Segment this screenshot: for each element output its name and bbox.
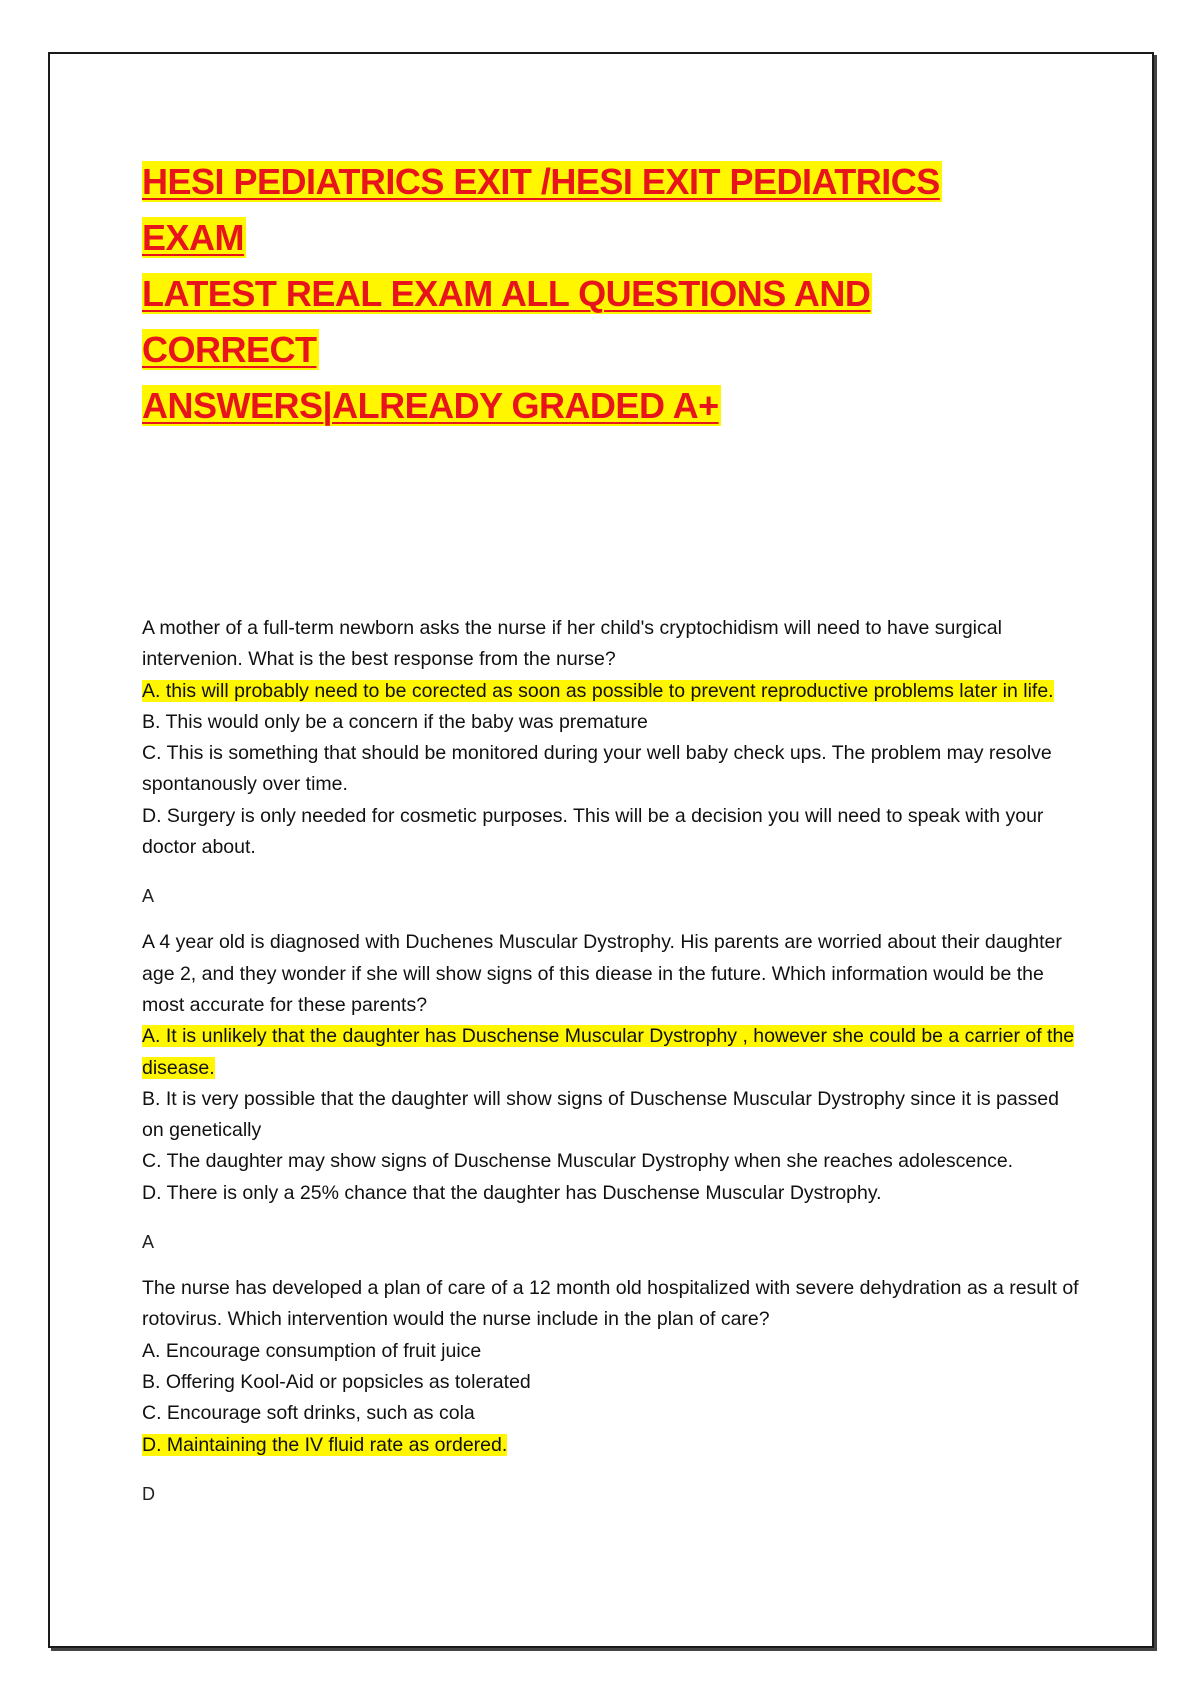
question-1-text: A mother of a full-term newborn asks the nurse if her child's cryptochidism will need to have surgical intervenion. What is the best response from the nurse? — [142, 617, 1002, 671]
document-title — [142, 154, 1042, 434]
question-1-option-a — [142, 676, 1082, 707]
title-line-3: ANSWERS|ALREADY GRADED A+ — [142, 385, 719, 426]
question-2-option-b: B. It is very possible that the daughter will show signs of Duschense Muscular Dystrophy since it is passed on genetically — [142, 1087, 1059, 1142]
question-2-answer: A — [142, 1232, 155, 1253]
question-2-option-a — [142, 1021, 1082, 1084]
question-3-option-d — [142, 1430, 1082, 1461]
title-line-1: HESI PEDIATRICS EXIT /HESI EXIT PEDIATRICS EXAM — [142, 161, 940, 258]
question-1-option-b: B. This would only be a concern if the baby was premature — [142, 710, 648, 733]
question-1-option-d: D. Surgery is only needed for cosmetic purposes. This will be a decision you will need to speak with your doctor about. — [142, 804, 1044, 859]
title-line-2: LATEST REAL EXAM ALL QUESTIONS AND CORRECT — [142, 273, 871, 370]
question-3-text: The nurse has developed a plan of care of a 12 month old hospitalized with severe dehydration as a result of rotovirus. Which intervention would the nurse include in the plan of care? — [142, 1277, 1079, 1331]
question-3-option-a: A. Encourage consumption of fruit juice — [142, 1339, 482, 1362]
question-1-option-c: C. This is something that should be monitored during your well baby check ups. The problem may resolve spontanously over time. — [142, 742, 1052, 796]
question-1-option-a-text: A. this will probably need to be corected as soon as possible to prevent reproductive problems later in life. — [142, 679, 1054, 702]
question-3-option-b: B. Offering Kool-Aid or popsicles as tolerated — [142, 1370, 531, 1393]
question-1 — [142, 613, 1082, 911]
question-3 — [142, 1273, 1082, 1509]
question-2-option-a-text: A. It is unlikely that the daughter has Duschense Muscular Dystrophy , however she could be a carrier of the disease. — [142, 1025, 1075, 1079]
question-2-option-d: D. There is only a 25% chance that the daughter has Duschense Muscular Dystrophy. — [142, 1181, 882, 1204]
question-3-answer: D — [142, 1483, 155, 1504]
question-1-answer: A — [142, 886, 155, 907]
question-3-option-d-text: D. Maintaining the IV fluid rate as ordered. — [142, 1433, 508, 1456]
question-2 — [142, 927, 1082, 1257]
question-3-option-c: C. Encourage soft drinks, such as cola — [142, 1402, 475, 1425]
question-2-text: A 4 year old is diagnosed with Duchenes Muscular Dystrophy. His parents are worried about their daughter age 2, and they wonder if she will show signs of this diease in the future. Which information would be the most accurate for these parents? — [142, 931, 1062, 1016]
questions-section — [142, 613, 1082, 1525]
document-page — [48, 52, 1154, 1648]
question-2-option-c: C. The daughter may show signs of Duschense Muscular Dystrophy when she reaches adolescence. — [142, 1150, 1014, 1173]
